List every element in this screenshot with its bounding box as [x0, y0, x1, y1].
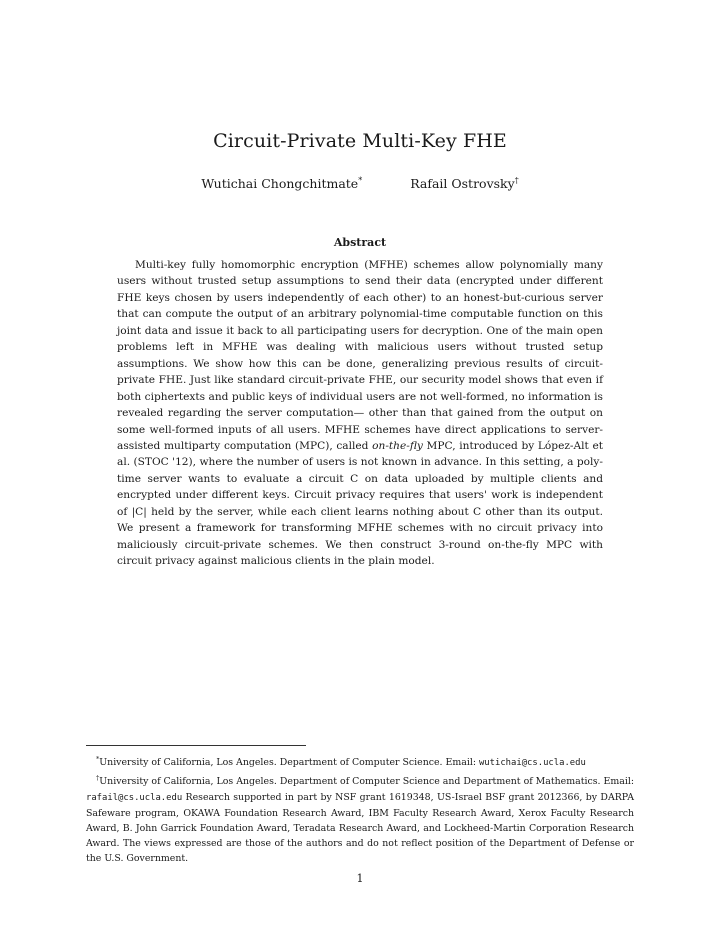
author-1-mark: * — [358, 176, 363, 185]
abstract-text-1: Multi-key fully homomorphic encryption (MFHE) schemes allow polynomially many users without trusted setup assumptions to send their data (encrypted under different FHE keys chosen by users independently of each other) to an honest-but-curious server that can compute the output of an arbitrary polynomial-time computable function on this joint data and issue it back to all participating users for decryption. One of the main open problems left in MFHE was dealing with malicious users without trusted setup assumptions. We show how this can be done, generalizing previous results of circuit-private FHE. Just like standard circuit-private FHE, our security model shows that even if both ciphertexts and public keys of individual users are not well-formed, no information is revealed regarding the server computation— other than that gained from the output on some well-formed inputs of all users. MFHE schemes have direct applications to server-assisted multiparty computation (MPC), called — [117, 259, 603, 452]
author-1 — [201, 176, 362, 191]
footnote-2-email[interactable]: rafail@cs.ucla.edu — [86, 792, 183, 803]
footnote-1 — [86, 752, 634, 771]
author-2-name: Rafail Ostrovsky — [410, 176, 515, 192]
footnotes — [86, 752, 634, 867]
footnote-2-rest: Research supported in part by NSF grant 1619348, US-Israel BSF grant 2012366, by DARPA Safeware program, OKAWA Foundation Research Award, IBM Faculty Research Award, Xerox Faculty Research Award, B. John Garrick Foundation Award, Teradata Research Award, and Lockheed-Martin Corporation Research Award. The views expressed are those of the authors and do not reflect position of the Department of Defense or the U.S. Government. — [86, 791, 634, 865]
abstract-heading: Abstract — [333, 236, 387, 249]
author-1-name: Wutichai Chongchitmate — [201, 176, 359, 192]
page-number: 1 — [356, 872, 364, 885]
author-list — [0, 176, 720, 191]
footnote-1-email[interactable]: wutichai@cs.ucla.edu — [478, 758, 586, 769]
paper-title: Circuit-Private Multi-Key FHE — [213, 130, 507, 152]
author-2-mark: † — [514, 176, 519, 185]
author-2 — [410, 176, 519, 191]
footnote-2-mark: † — [96, 774, 100, 783]
abstract-emphasis: on-the-fly — [372, 439, 423, 452]
footnote-2-text: University of California, Los Angeles. Department of Computer Science and Department of Mathematics. Email: — [99, 776, 634, 788]
abstract-body — [117, 257, 603, 570]
footnote-1-text: University of California, Los Angeles. Department of Computer Science. Email: — [99, 757, 479, 769]
abstract-text-2: MPC, introduced by López-Alt et al. (STOC '12), where the number of users is not known in advance. In this setting, a poly-time server wants to evaluate a circuit C on data uploaded by multiple clients and encrypted under different keys. Circuit privacy requires that users' work is independent of |C| held by the server, while each client learns nothing about C other than its output. We present a framework for transforming MFHE schemes with no circuit privacy into maliciously circuit-private schemes. We then construct 3-round on-the-fly MPC with circuit privacy against malicious clients in the plain model. — [117, 439, 603, 568]
footnote-2 — [86, 771, 634, 866]
footnote-rule — [86, 745, 306, 746]
footnote-1-mark: * — [96, 755, 100, 763]
